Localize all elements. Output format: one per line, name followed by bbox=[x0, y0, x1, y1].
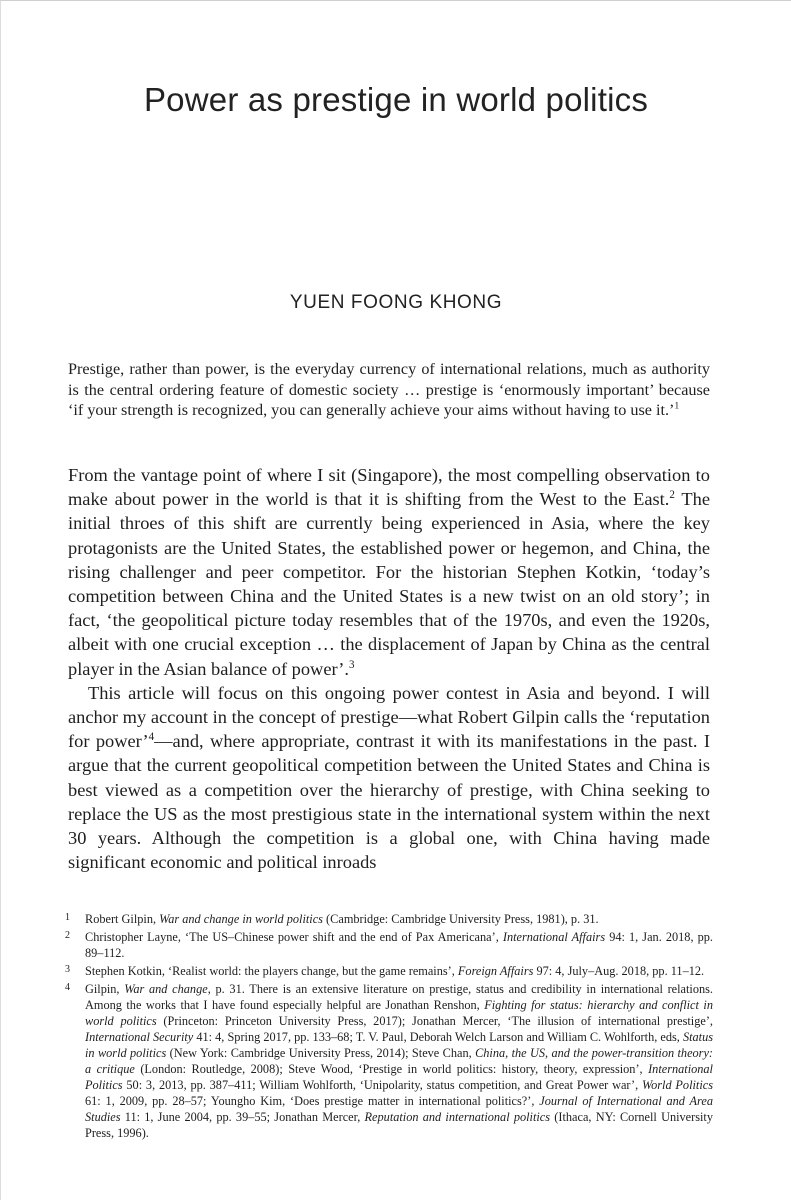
footnote-text: 61: 1, 2009, pp. 28–57; Youngho Kim, ‘Does prestige matter in international politics?’, bbox=[85, 1094, 540, 1108]
body-paragraph bbox=[68, 681, 710, 875]
footnote-text: 94: 1, Jan. 2018, pp. 89–112. bbox=[85, 930, 713, 960]
footnote-text: , p. 31. There is an extensive literature on prestige, status and credibility in international relations. Among the works that I have found especially helpful are Jonathan Renshon, bbox=[85, 982, 713, 1012]
body-paragraph bbox=[68, 463, 710, 681]
footnote-item bbox=[65, 963, 713, 979]
article-body bbox=[68, 463, 710, 874]
footnote-number: 4 bbox=[65, 982, 70, 993]
footnote-text: 41: 4, Spring 2017, pp. 133–68; T. V. Paul, Deborah Welch Larson and William C. Wohlforth, eds, bbox=[193, 1030, 683, 1044]
body-text: This article will focus on this ongoing power contest in Asia and beyond. I will anchor my account in the concept of prestige—what Robert Gilpin calls the ‘reputation for power’ bbox=[68, 682, 710, 752]
footnote-ref-1[interactable]: 1 bbox=[674, 400, 680, 412]
footnote-title: World Politics bbox=[641, 1078, 713, 1092]
body-text: From the vantage point of where I sit (Singapore), the most compelling observation to make about power in the world is that it is shifting from the West to the East. bbox=[68, 465, 710, 510]
epigraph-quote bbox=[68, 359, 710, 421]
footnote-number: 1 bbox=[65, 912, 70, 923]
footnote-title: Status in world politics bbox=[85, 1030, 714, 1060]
footnotes bbox=[65, 911, 713, 1143]
footnote-item bbox=[65, 981, 713, 1141]
footnote-number: 2 bbox=[65, 930, 70, 941]
footnote-number: 3 bbox=[65, 964, 70, 975]
footnote-item bbox=[65, 911, 713, 927]
footnote-title: International Security bbox=[85, 1030, 194, 1044]
footnote-text: (Ithaca, NY: Cornell University Press, 1996). bbox=[85, 1110, 713, 1140]
footnote-item bbox=[65, 929, 713, 961]
footnote-ref-3[interactable]: 3 bbox=[349, 658, 355, 671]
footnote-ref-2[interactable]: 2 bbox=[669, 489, 675, 502]
footnote-title: War and change bbox=[124, 982, 208, 996]
footnote-text: 11: 1, June 2004, pp. 39–55; Jonathan Mercer, bbox=[120, 1110, 365, 1124]
footnote-text: Christopher Layne, ‘The US–Chinese power shift and the end of Pax Americana’, bbox=[85, 930, 503, 944]
footnote-title: War and change in world politics bbox=[159, 912, 323, 926]
author-name: YUEN FOONG KHONG bbox=[289, 292, 503, 313]
footnote-title: China, the US, and the power-transition theory: a critique bbox=[85, 1046, 714, 1076]
footnote-text: 97: 4, July–Aug. 2018, pp. 11–12. bbox=[533, 964, 705, 978]
footnote-title: International Affairs bbox=[502, 930, 606, 944]
footnote-text: (London: Routledge, 2008); Steve Wood, ‘Prestige in world politics: history, theory, expression’, bbox=[134, 1062, 649, 1076]
footnote-title: Reputation and international politics bbox=[364, 1110, 551, 1124]
footnote-ref-4[interactable]: 4 bbox=[148, 731, 155, 744]
footnote-title: Journal of International and Area Studies bbox=[85, 1094, 713, 1124]
footnote-text: Gilpin, bbox=[85, 982, 125, 996]
footnote-text: (Cambridge: Cambridge University Press, 1981), p. 31. bbox=[322, 912, 599, 926]
footnote-title: Fighting for status: hierarchy and conflict in world politics bbox=[85, 998, 713, 1028]
article-title: Power as prestige in world politics bbox=[143, 81, 649, 118]
footnote-text: Robert Gilpin, bbox=[85, 912, 160, 926]
footnote-text: (Princeton: Princeton University Press, 2017); Jonathan Mercer, ‘The illusion of international prestige’, bbox=[156, 1014, 713, 1028]
footnote-title: Foreign Affairs bbox=[457, 964, 534, 978]
footnote-text: (New York: Cambridge University Press, 2014); Steve Chan, bbox=[166, 1046, 476, 1060]
epigraph-text: Prestige, rather than power, is the everyday currency of international relations, much as authority is the central ordering feature of domestic society … prestige is ‘enormously important’ because ‘if your strength is recognized, you can generally achieve your aims without having to use it.’ bbox=[68, 360, 710, 419]
footnote-text: 50: 3, 2013, pp. 387–411; William Wohlforth, ‘Unipolarity, status competition, and Great Power war’, bbox=[122, 1078, 642, 1092]
body-text: The initial throes of this shift are currently being experienced in Asia, where the key protagonists are the United States, the established power or hegemon, and China, the rising challenger and peer competitor. For the historian Stephen Kotkin, ‘today’s competition between China and the United States is a new twist on an old story’; in fact, ‘the geopolitical picture today resembles that of the 1970s, and even the 1920s, albeit with one crucial exception … the displacement of Japan by China as the central player in the Asian balance of power’. bbox=[68, 489, 710, 679]
footnote-title: International Politics bbox=[85, 1062, 713, 1092]
footnote-text: Stephen Kotkin, ‘Realist world: the players change, but the game remains’, bbox=[85, 964, 458, 978]
body-text: —and, where appropriate, contrast it with its manifestations in the past. I argue that the current geopolitical competition between the United States and China is best viewed as a competition over the hierarchy of prestige, with China seeking to replace the US as the most prestigious state in the international system within the next 30 years. Although the competition is a global one, with China having made significant economic and political inroads bbox=[68, 731, 710, 873]
